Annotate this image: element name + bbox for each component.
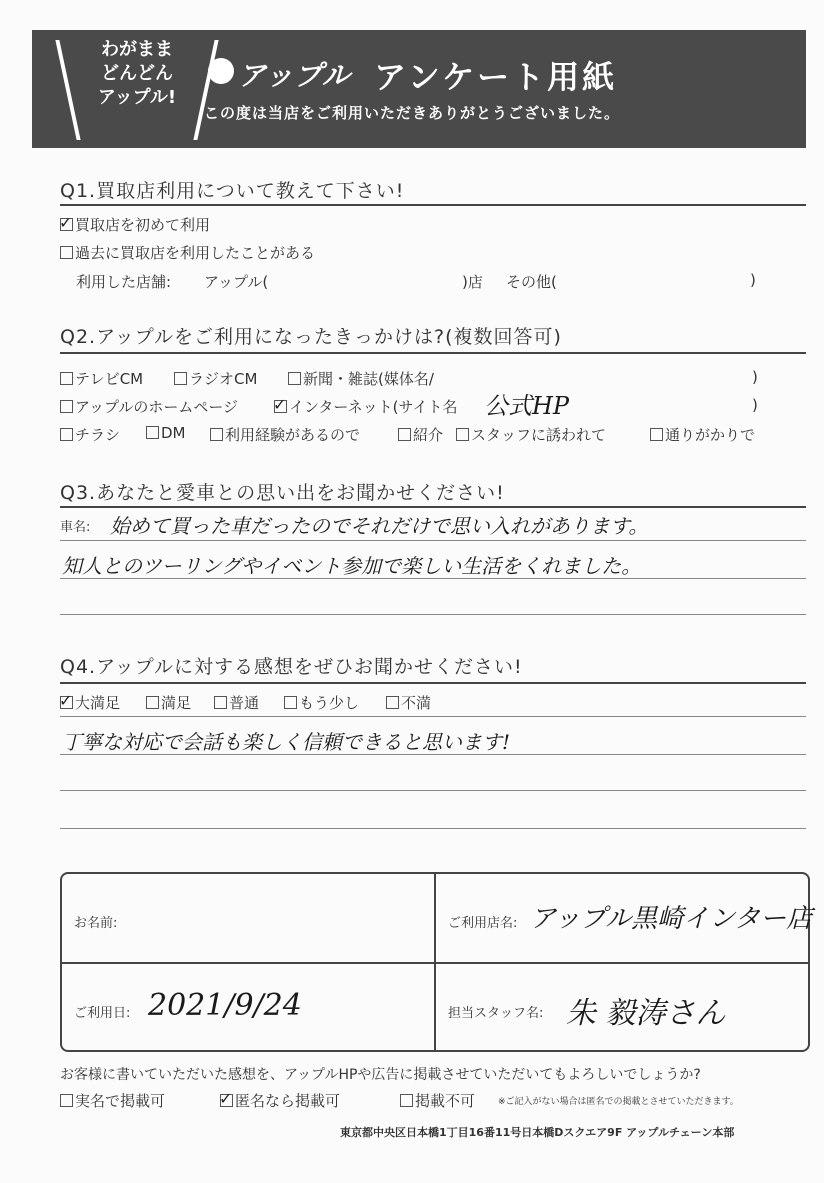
checkbox[interactable] [59,691,73,710]
q3-answer-line[interactable]: 知人とのツーリングやイベント参加で楽しい生活をくれました。 [62,554,642,578]
option-label: 紹介 [413,426,444,444]
site-name-handwritten[interactable]: 公式HP [484,392,570,420]
option-label: 不満 [401,694,432,712]
box-divider [62,962,808,964]
q2-option-passing[interactable] [650,424,755,445]
q2-option-newspaper[interactable] [288,368,434,389]
q2-title: Q2.アップルをご利用になったきっかけは?(複数回答可) [60,326,562,348]
consent-option-decline[interactable] [400,1090,475,1111]
q4-option-very-satisfied[interactable] [60,692,120,713]
checkbox[interactable] [219,1089,233,1108]
close-paren: ) [752,396,758,414]
close-paren: ) [750,271,756,289]
customer-info-box [60,872,813,1052]
brand-logo: アップル [238,59,351,92]
q4-option-normal[interactable] [214,692,259,713]
option-label: インターネット(サイト名 [289,398,458,416]
q4-option-not-quite[interactable] [284,692,359,713]
q4-option-dissatisfied[interactable] [386,692,431,713]
option-label: DM [161,424,186,442]
answer-line [60,716,806,717]
page-subtitle: この度は当店をご利用いただきありがとうございました。 [204,104,621,122]
checkbox[interactable] [273,395,287,414]
q2-option-flyer[interactable] [60,424,120,445]
q2-option-referral[interactable] [398,424,443,445]
store-apple-prefix: アップル( [204,273,269,291]
q3-title: Q3.あなたと愛車との思い出をお聞かせください! [60,482,505,504]
date-label: ご利用日: [74,1006,131,1021]
option-label: 実名で掲載可 [75,1092,166,1110]
staff-name-label: 担当スタッフ名: [448,1006,544,1021]
checkbox[interactable] [386,696,399,709]
check-mark-icon: ✓ [219,1089,233,1108]
option-label: 満足 [161,694,192,712]
divider [60,506,806,508]
option-label: スタッフに誘われて [471,426,607,444]
car-name-label: 車名: [60,520,91,535]
q2-option-tv[interactable] [60,368,143,389]
slogan [72,38,202,146]
q4-option-satisfied[interactable] [146,692,191,713]
q2-option-dm[interactable] [146,424,186,442]
store-suffix: )店 [462,273,483,291]
checkbox[interactable] [60,372,73,385]
consent-question: お客様に書いていただいた感想を、アップルHPや広告に掲載させていただいてもよろしいでしょうか? [60,1067,701,1083]
checkbox[interactable] [146,426,159,439]
checkbox[interactable] [288,372,301,385]
consent-option-real-name[interactable] [60,1090,165,1111]
q2-option-experience[interactable] [210,424,360,445]
option-label: アップルのホームページ [75,398,239,416]
q3-answer-line[interactable]: 始めて買った車だったのでそれだけで思い入れがあります。 [110,514,649,538]
option-label: 新聞・雑誌(媒体名/ [303,370,434,388]
divider [60,682,806,684]
close-paren: ) [752,368,758,386]
slogan-line: わがまま [101,39,173,60]
option-label: ラジオCM [189,370,258,388]
option-label: もう少し [299,694,360,712]
staff-name-field[interactable]: 朱 毅涛さん [566,996,726,1031]
option-label: 掲載不可 [415,1092,476,1110]
date-field[interactable]: 2021/9/24 [148,988,302,1023]
consent-option-anonymous[interactable] [220,1090,340,1111]
checkbox[interactable] [214,696,227,709]
divider [60,352,806,354]
option-label: 利用経験があるので [225,426,361,444]
q2-option-homepage[interactable] [60,396,238,417]
option-label: 普通 [229,694,260,712]
answer-line [60,540,806,541]
option-label: 買取店を初めて利用 [75,216,211,234]
option-label: テレビCM [75,370,144,388]
slogan-line: どんどん [101,63,173,84]
option-label: 通りがかりで [665,426,756,444]
name-label: お名前: [74,916,118,931]
check-mark-icon: ✓ [59,691,73,710]
q2-option-internet[interactable] [274,396,457,417]
footer-address: 東京都中央区日本橋1丁目16番11号日本橋Dスクエア9F アップルチェーン本部 [340,1126,735,1139]
checkbox[interactable] [210,428,223,441]
checkbox[interactable] [398,428,411,441]
option-label: 匿名なら掲載可 [235,1092,341,1110]
q2-option-staff[interactable] [456,424,606,445]
answer-line [60,614,806,615]
checkbox[interactable] [60,428,73,441]
option-label: チラシ [75,426,121,444]
consent-note: ※ご記入がない場合は匿名での掲載とさせていただきます。 [498,1097,739,1107]
checkbox[interactable] [400,1094,413,1107]
answer-line [60,754,806,755]
checkbox[interactable] [650,428,663,441]
answer-line [60,578,806,579]
answer-line [60,828,806,829]
checkbox[interactable] [456,428,469,441]
checkbox[interactable] [174,372,187,385]
store-used-label: 利用した店舗: [76,273,172,291]
q4-answer-line[interactable]: 丁寧な対応で会話も楽しく信頼できると思います! [62,730,511,754]
other-store-label: その他( [506,273,557,291]
option-label: 大満足 [75,694,121,712]
checkbox[interactable] [60,1094,73,1107]
checkbox[interactable] [284,696,297,709]
slogan-line: アップル! [97,87,177,108]
q1-title: Q1.買取店利用について教えて下さい! [60,180,405,202]
checkbox[interactable] [60,246,73,259]
check-mark-icon: ✓ [59,213,73,232]
page-title: アンケート用紙 [374,58,618,96]
answer-line [60,790,806,791]
store-name-field[interactable]: アップル黒崎インター店 [530,904,813,934]
q2-option-radio[interactable] [174,368,257,389]
checkbox[interactable] [59,213,73,232]
q1-option-first-time[interactable] [60,214,210,235]
option-label: 過去に買取店を利用したことがある [75,244,316,262]
store-name-label: ご利用店名: [448,916,518,931]
q1-option-used-before[interactable] [60,242,315,263]
divider [60,204,806,206]
q4-title: Q4.アップルに対する感想をぜひお聞かせください! [60,656,523,678]
checkbox[interactable] [146,696,159,709]
apple-logo-icon [208,58,234,84]
check-mark-icon: ✓ [273,395,287,414]
checkbox[interactable] [60,400,73,413]
header-banner [32,30,806,148]
